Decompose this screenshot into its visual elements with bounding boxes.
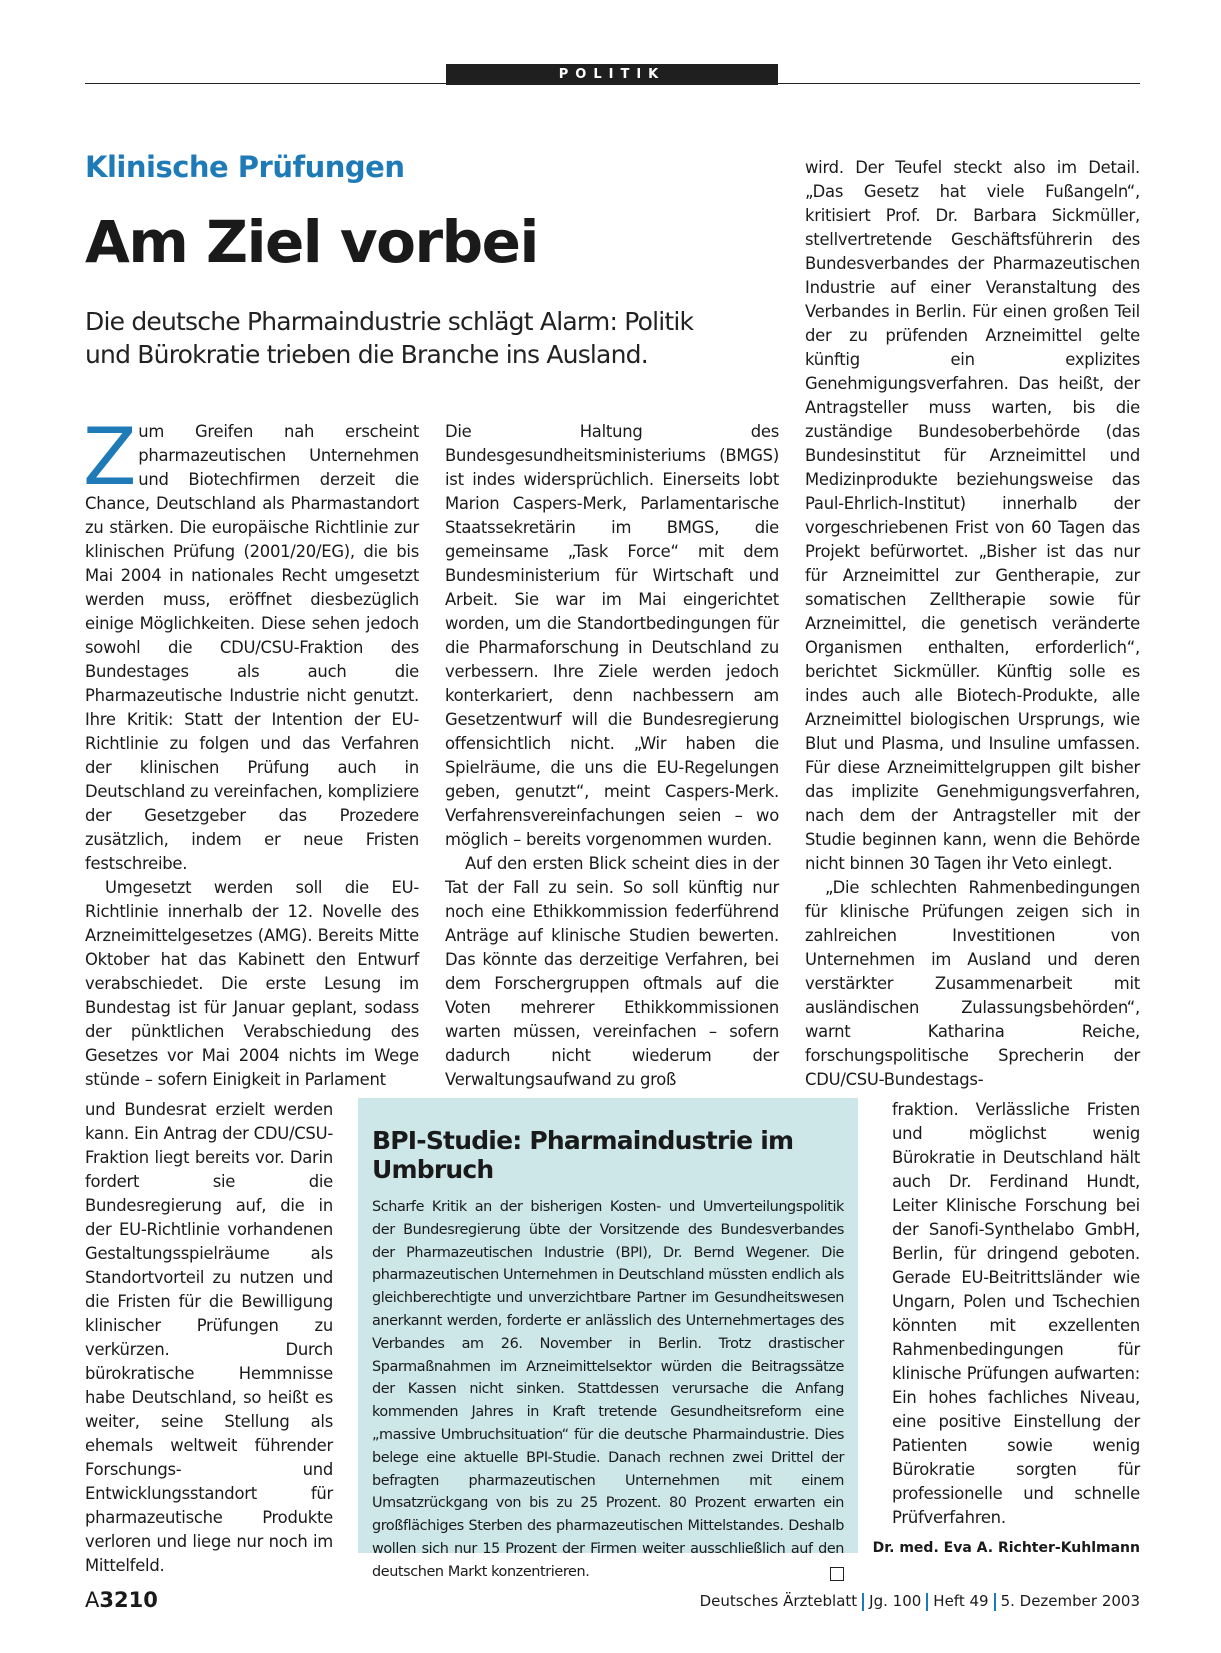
journal-date: 5. Dezember 2003 bbox=[1000, 1592, 1140, 1610]
article-column-1 bbox=[83, 413, 419, 1092]
footer-citation bbox=[700, 1592, 1140, 1611]
article-column-2 bbox=[445, 420, 779, 1092]
page-number bbox=[85, 1588, 158, 1612]
col3-paragraph-2: „Die schlechten Rahmenbedingungen für klinische Prüfungen zeigen sich in zahlreichen Investitionen von Unternehmen im Ausland und deren verstärkter Zusammenarbeit mit ausländischen Zulassungsbehörden“, warnt Katharina Reiche, forschungspolitische Sprecherin der CDU/CSU-Bundestags- bbox=[805, 878, 1140, 1089]
sidebar-box-text bbox=[372, 1196, 844, 1584]
article-kicker: Klinische Prüfungen bbox=[85, 150, 405, 184]
separator bbox=[994, 1593, 996, 1611]
separator bbox=[926, 1593, 928, 1611]
journal-volume: Jg. 100 bbox=[869, 1592, 922, 1610]
col2-paragraph-2: Auf den ersten Blick scheint dies in der Tat der Fall zu sein. So soll künftig nur noch eine Ethikkommission federführend Anträge auf klinische Studien bewerten. Das könnte das derzeitige Verfahren, bei dem Forschergruppen oftmals auf die Voten mehrerer Ethikkommissionen warten müssen, vereinfachen – sofern dadurch nicht wiederum der Verwaltungsaufwand zu groß bbox=[445, 854, 779, 1089]
article-author: Dr. med. Eva A. Richter-Kuhlmann bbox=[872, 1540, 1140, 1556]
col1-paragraph-2: Umgesetzt werden soll die EU-Richtlinie innerhalb der 12. Novelle des Arzneimittelgesetzes (AMG). Bereits Mitte Oktober hat das Kabinett den Entwurf verabschiedet. Die erste Lesung im Bundestag ist für Januar geplant, sodass der pünktlichen Verabschiedung des Gesetzes vor Mai 2004 nichts im Wege stünde – sofern Einigkeit in Parlament bbox=[85, 878, 419, 1089]
page-prefix: A bbox=[85, 1588, 100, 1612]
section-label: POLITIK bbox=[446, 64, 778, 85]
separator bbox=[862, 1593, 864, 1611]
article-headline: Am Ziel vorbei bbox=[85, 208, 538, 276]
article-lead: Die deutsche Pharmaindustrie schlägt Alarm: Politik und Bürokratie trieben die Branche ins Ausland. bbox=[85, 307, 694, 369]
article-column-1-continued bbox=[85, 1098, 333, 1578]
journal-name: Deutsches Ärzteblatt bbox=[699, 1592, 858, 1610]
col1-paragraph-1: um Greifen nah erscheint pharmazeutischen Unternehmen und Biotechfirmen derzeit die Chance, Deutschland als Pharmastandort zu stärken. Die europäische Richtlinie zur klinischen Prüfung (2001/20/EG), die bis Mai 2004 in nationales Recht umgesetzt werden muss, eröffnet diesbezüglich einige Möglichkeiten. Diese sehen jedoch sowohl die CDU/CSU-Fraktion des Bundestages als auch die Pharmazeutische Industrie nicht genutzt. Ihre Kritik: Statt der Intention der EU-Richtlinie zu folgen und das Verfahren der klinischen Prüfung auch in Deutschland zu vereinfachen, kompliziere der Gesetzgeber das Prozedere zusätzlich, indem er neue Fristen festschreibe. bbox=[85, 422, 419, 873]
col3b-paragraph: fraktion. Verlässliche Fristen und möglichst wenig Bürokratie in Deutschland hält auch Dr. Ferdinand Hundt, Leiter Klinische Forschung bei der Sanofi-Synthelabo GmbH, Berlin, für dringend geboten. Gerade EU-Beitrittsländer wie Ungarn, Polen und Tschechien könnten mit exzellenten Rahmenbedingungen für klinische Prüfungen aufwarten: Ein hohes fachliches Niveau, eine positive Einstellung der Patienten sowie wenig Bürokratie sorgten für professionelle und schnelle Prüfverfahren. bbox=[892, 1100, 1140, 1527]
article-column-3 bbox=[805, 156, 1140, 1092]
col1b-paragraph: und Bundesrat erzielt werden kann. Ein Antrag der CDU/CSU-Fraktion liegt bereits vor. Darin fordert sie die Bundesregierung auf, die in der EU-Richtlinie vorhandenen Gestaltungsspielräume als Standortvorteil zu nutzen und die Fristen für die Bewilligung klinischer Prüfungen zu verkürzen. Durch bürokratische Hemmnisse habe Deutschland, so heißt es weiter, seine Stellung als ehemals weltweit führender Forschungs- und Entwicklungsstandort für pharmazeutische Produkte verloren und liege nur noch im Mittelfeld. bbox=[85, 1100, 333, 1575]
drop-cap: Z bbox=[83, 413, 137, 503]
header-rule bbox=[85, 83, 1140, 84]
sidebar-box-body: Scharfe Kritik an der bisherigen Kosten- und Umverteilungspolitik der Bundesregierung übte der Vorsitzende des Bundesverbandes der Pharmazeutischen Industrie (BPI), Dr. Bernd Wegener. Die pharmazeutischen Unternehmen in Deutschland müssten endlich als gleichberechtigte und unverzichtbare Partner im Gesundheitswesen anerkannt werden, forderte er anlässlich des Unternehmertages des Verbandes am 26. November in Berlin. Trotz drastischer Sparmaßnahmen im Arzneimittelsektor würden die Beitragssätze der Kassen nicht sinken. Stattdessen verursache die Anfang kommenden Jahres in Kraft tretende Gesundheitsreform eine „massive Umbruchsituation“ für die deutsche Pharmaindustrie. Dies belege eine aktuelle BPI-Studie. Danach rechnen zwei Drittel der befragten pharmazeutischen Unternehmen mit einem Umsatzrückgang von bis zu 25 Prozent. 80 Prozent erwarten ein großflächiges Sterben des pharmazeutischen Mittelstandes. Deshalb wollen sich nur 15 Prozent der Firmen weiter ausschließlich auf den deutschen Markt konzentrieren. bbox=[372, 1199, 845, 1580]
sidebar-box-title: BPI-Studie: Pharmaindustrie im Umbruch bbox=[372, 1126, 794, 1184]
end-mark-icon bbox=[830, 1567, 844, 1581]
col3-paragraph-1: wird. Der Teufel steckt also im Detail. „Das Gesetz hat viele Fußangeln“, kritisiert Prof. Dr. Barbara Sickmüller, stellvertretende Geschäftsführerin des Bundesverbandes der Pharmazeutischen Industrie auf einer Veranstaltung des Verbandes in Berlin. Für einen großen Teil der zu prüfenden Arzneimittel gelte künftig ein explizites Genehmigungsverfahren. Das heißt, der Antragsteller muss warten, bis die zuständige Bundesoberbehörde (das Bundesinstitut für Arzneimittel und Medizinprodukte beziehungsweise das Paul-Ehrlich-Institut) innerhalb der vorgeschriebenen Frist von 60 Tagen das Projekt befürwortet. „Bisher ist das nur für Arzneimittel zur Gentherapie, zur somatischen Zelltherapie sowie für Arzneimittel, die genetisch veränderte Organismen enthalten, erforderlich“, berichtet Sickmüller. Künftig solle es indes auch alle Biotech-Produkte, alle Arzneimittel biologischen Ursprungs, wie Blut und Plasma, und Insuline umfassen. Für diese Arzneimittelgruppen gilt bisher das implizite Genehmigungsverfahren, nach dem der Antragsteller mit der Studie beginnen kann, wenn die Behörde nicht binnen 30 Tagen ihr Veto einlegt. bbox=[805, 158, 1140, 873]
journal-issue: Heft 49 bbox=[933, 1592, 989, 1610]
col2-paragraph-1: Die Haltung des Bundesgesundheitsministeriums (BMGS) ist indes widersprüchlich. Einerseits lobt Marion Caspers-Merk, Parlamentarische Staatssekretärin im BMGS, die gemeinsame „Task Force“ mit dem Bundesministerium für Wirtschaft und Arbeit. Sie war im Mai eingerichtet worden, um die Standortbedingungen für die Pharmaforschung in Deutschland zu verbessern. Ihre Ziele werden jedoch konterkariert, denn nachbessern am Gesetzentwurf will die Bundesregierung offensichtlich nicht. „Wir haben die Spielräume, die uns die EU-Regelungen geben, genutzt“, meint Caspers-Merk. Verfahrensvereinfachungen seien – wo möglich – bereits vorgenommen wurden. bbox=[445, 422, 779, 849]
page-number-value: 3210 bbox=[99, 1588, 158, 1612]
sidebar-box bbox=[358, 1098, 858, 1580]
article-column-3-continued bbox=[892, 1098, 1140, 1530]
